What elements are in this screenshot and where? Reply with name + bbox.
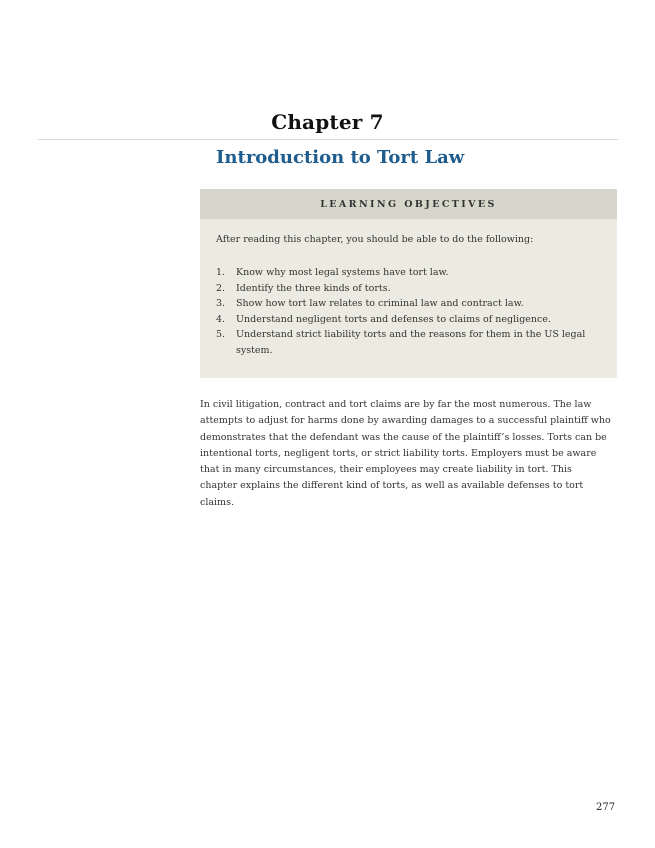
learning-objectives-header: LEARNING OBJECTIVES [200, 189, 617, 219]
list-item-text: Understand strict liability torts and the reasons for them in the US legal system. [236, 329, 586, 356]
list-item-number: 1. [216, 267, 226, 278]
list-item-number: 5. [216, 329, 226, 340]
list-item [216, 327, 601, 358]
list-item-text: Understand negligent torts and defenses to claims of negligence. [236, 313, 551, 325]
chapter-heading: Chapter 7 [271, 110, 384, 134]
list-item [216, 281, 601, 297]
list-item-number: 4. [216, 313, 226, 325]
learning-objectives-list [216, 265, 601, 358]
intro-paragraph: In civil litigation, contract and tort claims are by far the most numerous. The law attempts to adjust for harms done by awarding damages to a successful plaintiff who demonstrates that the defendant was the cause of the plaintiff’s losses. Torts can be intentional torts, negligent torts, or strict liability torts. Employers must be aware that in many circumstances, their employees may create liability in tort. This chapter explains the different kind of torts, as well as available defenses to tort claims. [200, 399, 611, 508]
list-item [216, 312, 601, 328]
list-item [216, 296, 601, 312]
list-item-text: Identify the three kinds of torts. [236, 282, 391, 294]
heading-divider [38, 139, 618, 140]
page-number: 277 [596, 802, 616, 813]
list-item-text: Know why most legal systems have tort law. [236, 267, 449, 278]
list-item-text: Show how tort law relates to criminal law and contract law. [236, 298, 524, 309]
learning-objectives-intro: After reading this chapter, you should be able to do the following: [216, 234, 534, 245]
list-item [216, 265, 601, 281]
learning-objectives-box [200, 189, 617, 378]
list-item-number: 3. [216, 298, 226, 309]
chapter-title: Introduction to Tort Law [216, 147, 465, 168]
list-item-number: 2. [216, 282, 226, 294]
